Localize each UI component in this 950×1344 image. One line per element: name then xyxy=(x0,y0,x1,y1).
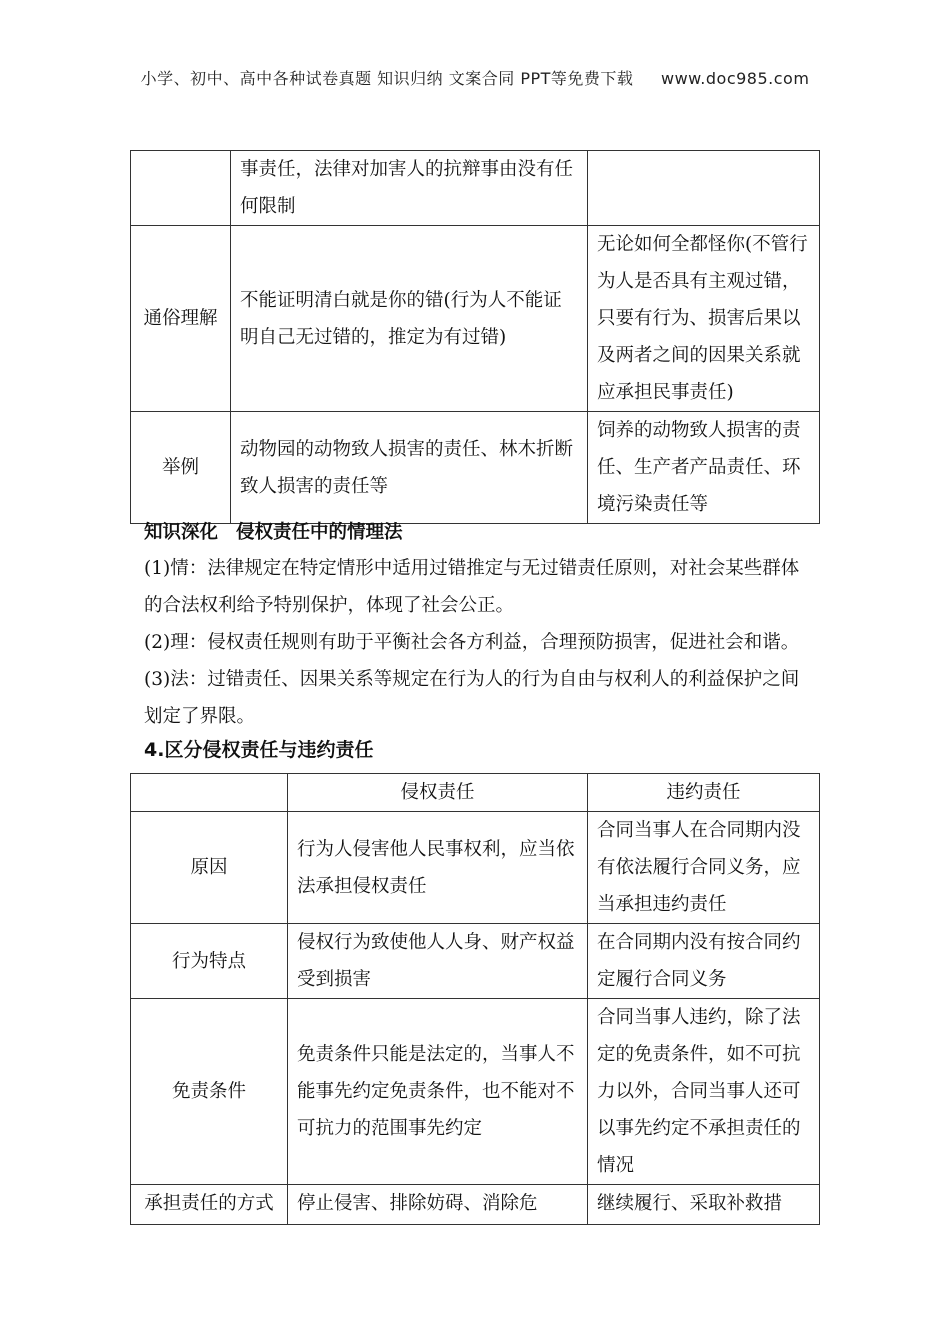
header-text: 小学、初中、高中各种试卷真题 知识归纳 文案合同 PPT等免费下载 xyxy=(140,69,634,88)
row-label: 举例 xyxy=(131,412,231,524)
table-row xyxy=(131,924,820,999)
table-row xyxy=(131,812,820,924)
paragraph-emotion: (1)情：法律规定在特定情形中适用过错推定与无过错责任原则，对社会某些群体的合法权利给予特别保护，体现了社会公正。 xyxy=(144,558,800,616)
header-cell: 违约责任 xyxy=(588,774,820,812)
table-cell: 饲养的动物致人损害的责任、生产者产品责任、环境污染责任等 xyxy=(588,412,820,524)
comparison-table-1 xyxy=(130,150,820,524)
section-heading-distinguish: 4.区分侵权责任与违约责任 xyxy=(144,739,374,761)
heading-title: 侵权责任中的情理法 xyxy=(236,522,403,543)
table-cell: 合同当事人在合同期内没有依法履行合同义务，应当承担违约责任 xyxy=(588,812,820,924)
heading-tag: 知识深化 xyxy=(144,522,219,543)
row-label xyxy=(131,151,231,226)
comparison-table-2 xyxy=(130,773,820,1225)
table-cell: 停止侵害、排除妨碍、消除危 xyxy=(288,1185,588,1225)
table-row xyxy=(131,151,820,226)
page-header xyxy=(0,66,950,89)
row-label: 通俗理解 xyxy=(131,226,231,412)
table-cell: 免责条件只能是法定的，当事人不能事先约定免责条件，也不能对不可抗力的范围事先约定 xyxy=(288,999,588,1185)
table-cell: 不能证明清白就是你的错(行为人不能证明自己无过错的，推定为有过错) xyxy=(231,226,588,412)
header-site: www.doc985.com xyxy=(661,69,810,88)
table-cell: 无论如何全都怪你(不管行为人是否具有主观过错，只要有行为、损害后果以及两者之间的因果关系就应承担民事责任) xyxy=(588,226,820,412)
table-cell xyxy=(588,151,820,226)
table-row xyxy=(131,226,820,412)
row-label: 免责条件 xyxy=(131,999,288,1185)
row-label: 行为特点 xyxy=(131,924,288,999)
header-cell xyxy=(131,774,288,812)
paragraph-law: (3)法：过错责任、因果关系等规定在行为人的行为自由与权利人的利益保护之间划定了界限。 xyxy=(144,669,800,727)
table-header-row xyxy=(131,774,820,812)
row-label: 承担责任的方式 xyxy=(131,1185,288,1225)
table-cell: 在合同期内没有按合同约定履行合同义务 xyxy=(588,924,820,999)
table-row xyxy=(131,1185,820,1225)
table-cell: 继续履行、采取补救措 xyxy=(588,1185,820,1225)
section-heading-knowledge xyxy=(144,518,403,548)
table-cell: 动物园的动物致人损害的责任、林木折断致人损害的责任等 xyxy=(231,412,588,524)
table-cell: 侵权行为致使他人人身、财产权益受到损害 xyxy=(288,924,588,999)
table-row xyxy=(131,412,820,524)
table-cell: 合同当事人违约，除了法定的免责条件，如不可抗力以外，合同当事人还可以事先约定不承担责任的情况 xyxy=(588,999,820,1185)
header-cell: 侵权责任 xyxy=(288,774,588,812)
paragraph-reason: (2)理：侵权责任规则有助于平衡社会各方利益，合理预防损害，促进社会和谐。 xyxy=(144,632,800,653)
table-cell: 事责任，法律对加害人的抗辩事由没有任何限制 xyxy=(231,151,588,226)
row-label: 原因 xyxy=(131,812,288,924)
table-cell: 行为人侵害他人民事权利，应当依法承担侵权责任 xyxy=(288,812,588,924)
table-row xyxy=(131,999,820,1185)
